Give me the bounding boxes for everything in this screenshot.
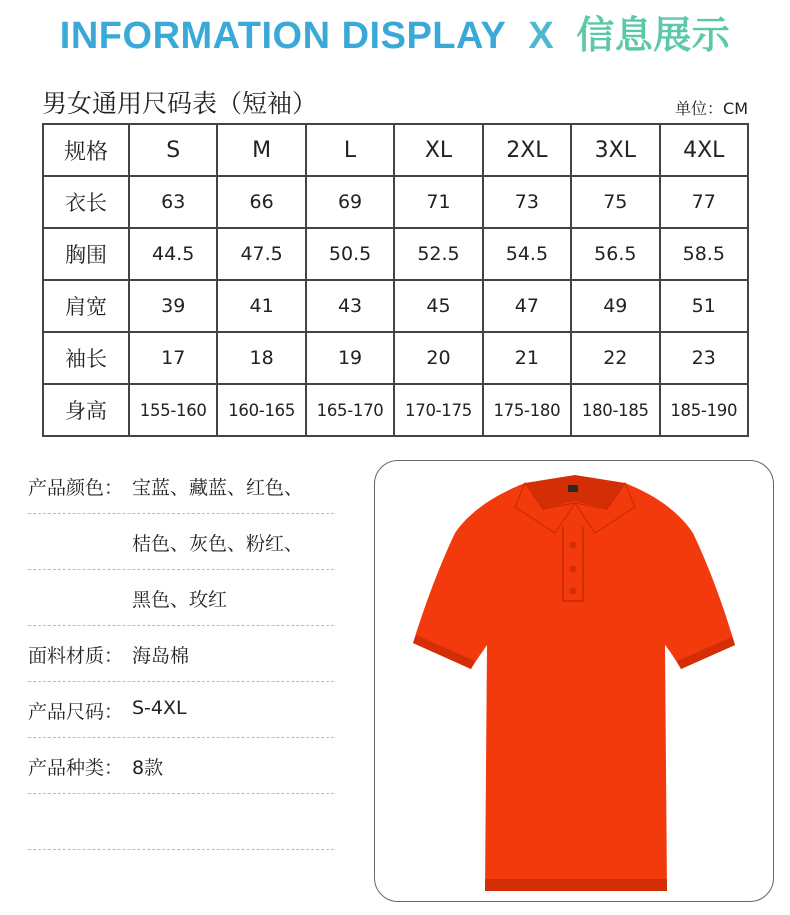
info-line: [28, 682, 334, 738]
header-title-zh: 信息展示: [576, 13, 731, 57]
size-table: [42, 123, 749, 437]
table-cell: 66: [217, 176, 305, 228]
table-header-row: [43, 124, 748, 176]
table-cell: 63: [129, 176, 217, 228]
row-label: 肩宽: [43, 280, 129, 332]
table-cell: 18: [217, 332, 305, 384]
table-row: [43, 384, 748, 436]
table-cell: 51: [660, 280, 748, 332]
table-cell: 75: [571, 176, 659, 228]
header-title-en: INFORMATION DISPLAY: [59, 15, 507, 57]
table-cell: 23: [660, 332, 748, 384]
table-cell: 43: [306, 280, 394, 332]
info-line-empty: [28, 794, 334, 850]
table-header-cell: 规格: [43, 124, 129, 176]
color-label: 产品颜色：: [28, 477, 124, 499]
size-table-title: 男女通用尺码表（短袖）: [42, 89, 318, 118]
table-cell: 17: [129, 332, 217, 384]
color-value-line-2: 桔色、灰色、粉红、: [132, 533, 304, 555]
color-value-line-3: 黑色、玫红: [132, 589, 228, 611]
product-info: [28, 458, 334, 850]
table-cell: 175-180: [483, 384, 571, 436]
info-line: [28, 738, 334, 794]
info-line: [28, 514, 334, 570]
row-label: 袖长: [43, 332, 129, 384]
table-cell: 170-175: [394, 384, 482, 436]
table-cell: 41: [217, 280, 305, 332]
table-row: [43, 228, 748, 280]
row-label: 衣长: [43, 176, 129, 228]
table-header-cell: S: [129, 124, 217, 176]
material-label: 面料材质：: [28, 645, 124, 667]
table-cell: 180-185: [571, 384, 659, 436]
table-header-cell: L: [306, 124, 394, 176]
product-photo-frame: [374, 460, 774, 902]
info-line: [28, 570, 334, 626]
table-cell: 20: [394, 332, 482, 384]
table-cell: 49: [571, 280, 659, 332]
table-cell: 45: [394, 280, 482, 332]
table-cell: 155-160: [129, 384, 217, 436]
type-label: 产品种类：: [28, 757, 124, 779]
table-cell: 185-190: [660, 384, 748, 436]
table-row: [43, 176, 748, 228]
table-cell: 77: [660, 176, 748, 228]
table-cell: 56.5: [571, 228, 659, 280]
table-cell: 73: [483, 176, 571, 228]
table-header-cell: 2XL: [483, 124, 571, 176]
table-cell: 160-165: [217, 384, 305, 436]
table-cell: 39: [129, 280, 217, 332]
size-label: 产品尺码：: [28, 701, 124, 723]
polo-shirt-image: [375, 461, 773, 901]
page-header: [0, 10, 790, 60]
row-label: 身高: [43, 384, 129, 436]
info-line: [28, 458, 334, 514]
table-header-cell: XL: [394, 124, 482, 176]
table-header-cell: 4XL: [660, 124, 748, 176]
size-table-unit: 单位：CM: [675, 99, 748, 118]
info-line: [28, 626, 334, 682]
header-separator: X: [528, 15, 555, 57]
table-cell: 22: [571, 332, 659, 384]
table-cell: 58.5: [660, 228, 748, 280]
table-cell: 52.5: [394, 228, 482, 280]
color-value-line-1: 宝蓝、藏蓝、红色、: [132, 477, 304, 499]
table-cell: 71: [394, 176, 482, 228]
table-cell: 47: [483, 280, 571, 332]
table-row: [43, 280, 748, 332]
table-header-cell: 3XL: [571, 124, 659, 176]
size-value: S-4XL: [132, 697, 187, 719]
table-cell: 21: [483, 332, 571, 384]
table-cell: 69: [306, 176, 394, 228]
table-cell: 165-170: [306, 384, 394, 436]
table-cell: 44.5: [129, 228, 217, 280]
material-value: 海岛棉: [132, 645, 190, 667]
table-cell: 19: [306, 332, 394, 384]
table-header-cell: M: [217, 124, 305, 176]
table-cell: 47.5: [217, 228, 305, 280]
type-value: 8款: [132, 757, 164, 779]
table-cell: 54.5: [483, 228, 571, 280]
table-cell: 50.5: [306, 228, 394, 280]
table-row: [43, 332, 748, 384]
row-label: 胸围: [43, 228, 129, 280]
